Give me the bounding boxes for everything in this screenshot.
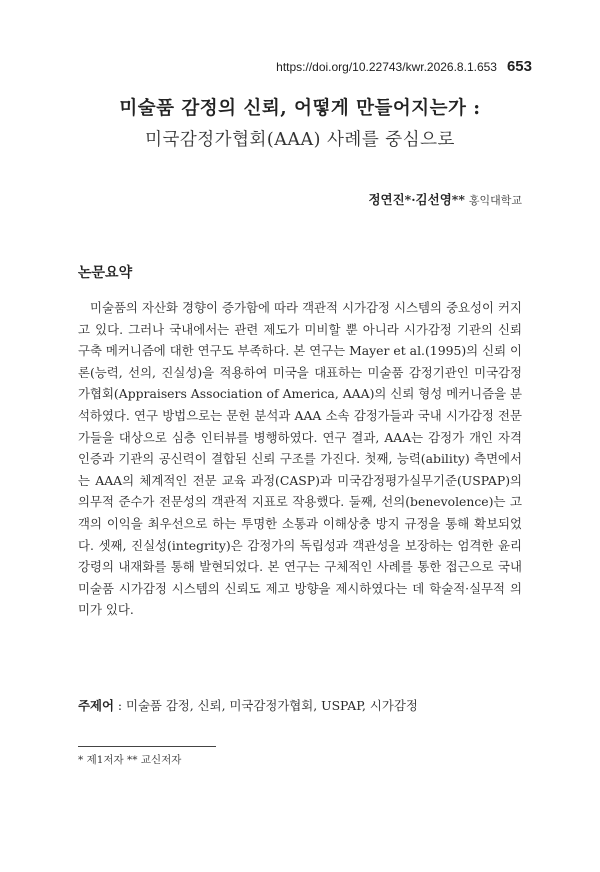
author-line xyxy=(368,190,522,208)
footnote-divider xyxy=(78,746,216,747)
keywords-values: 미술품 감정, 신뢰, 미국감정가협회, USPAP, 시가감정 xyxy=(125,698,418,713)
page-number: 653 xyxy=(506,58,532,75)
doi-link[interactable]: https://doi.org/10.22743/kwr.2026.8.1.653 xyxy=(276,60,497,74)
paper-subtitle: 미국감정가협회(AAA) 사례를 중심으로 xyxy=(145,130,455,150)
author-affiliation: 홍익대학교 xyxy=(468,194,522,207)
author-names: 정연진*·김선영** xyxy=(368,192,465,207)
paper-title: 미술품 감정의 신뢰, 어떻게 만들어지는가 : xyxy=(119,98,481,119)
footnote: * 제1저자 ** 교신저자 xyxy=(78,754,182,766)
abstract-body: 미술품의 자산화 경향이 증가함에 따라 객관적 시가감정 시스템의 중요성이 커지고 있다. 그러나 국내에서는 관련 제도가 미비할 뿐 아니라 시가감정 기관의 신뢰 구축 메커니즘에 대한 연구도 부족하다. 본 연구는 Mayer et al.(1995)의 신뢰 이론(능력, 선의, 진실성)을 적용하여 미국을 대표하는 미술품 감정기관인 미국감정가협회(Appraisers Association of America, AAA)의 신뢰 형성 메커니즘을 분석하였다. 연구 방법으로는 문헌 분석과 AAA 소속 감정가들과 국내 시가감정 전문가들을 대상으로 심층 인터뷰를 병행하였다. 연구 결과, AAA는 감정가 개인 자격 인증과 기관의 공신력이 결합된 신뢰 구조를 가진다. 첫째, 능력(ability) 측면에서는 AAA의 체계적인 전문 교육 과정(CASP)과 미국감정평가실무기준(USPAP)의 의무적 준수가 전문성의 객관적 지표로 작용했다. 둘째, 선의(benevolence)는 고객의 이익을 최우선으로 하는 투명한 소통과 이해상충 방지 규정을 통해 확보되었다. 셋째, 진실성(integrity)은 감정가의 독립성과 객관성을 보장하는 엄격한 윤리강령의 내재화를 통해 발현되었다. 본 연구는 구체적인 사례를 통한 접근으로 국내 미술품 시가감정 시스템의 신뢰도 제고 방향을 제시하였다는 데 학술적·실무적 의미가 있다. xyxy=(78,300,522,618)
keywords-separator: : xyxy=(113,698,126,713)
keywords-line xyxy=(78,696,418,714)
running-header xyxy=(276,58,532,75)
keywords-label: 주제어 xyxy=(78,698,114,713)
title-block xyxy=(0,94,600,151)
abstract-heading: 논문요약 xyxy=(78,265,133,281)
